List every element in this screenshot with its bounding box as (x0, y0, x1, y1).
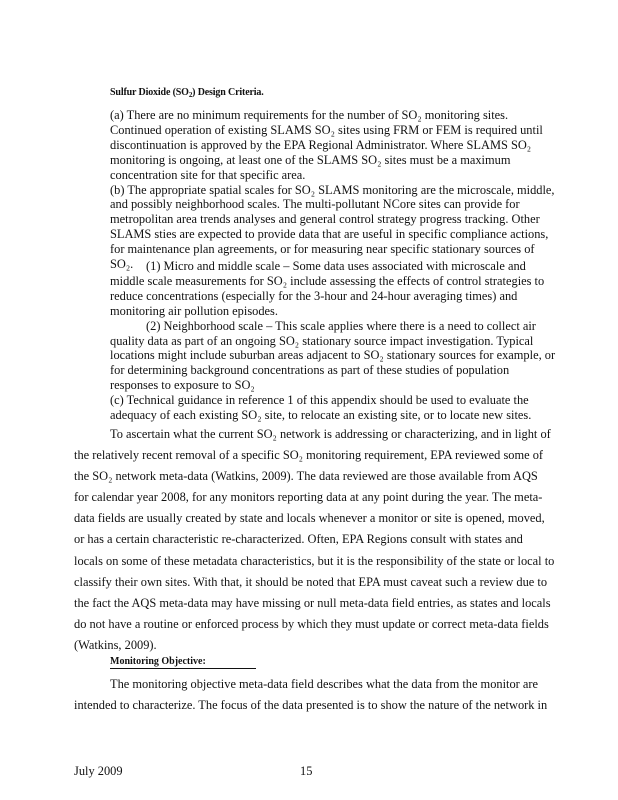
body-line: classify their own sites. With that, it should be noted that EPA must caveat such a review due to (74, 574, 548, 589)
footer-date: July 2009 (74, 764, 123, 778)
scale-block (110, 259, 566, 423)
body-line: data fields are usually created by state and locals whenever a monitor or site is opened, moved, (74, 511, 545, 526)
body-line: To ascertain what the current SO₂ network is addressing or characterizing, and in light of (110, 427, 551, 441)
criteria-line: and possibly neighborhood scales. The multi-pollutant NCore sites can provide for (110, 197, 520, 212)
monitoring-objective-subheading: Monitoring Objective: (110, 656, 256, 669)
section-heading-text: Sulfur Dioxide (SO (110, 87, 189, 98)
page-number: 15 (300, 764, 313, 778)
scale-line: for determining background concentrations as part of these studies of population (110, 363, 510, 378)
criteria-line: Continued operation of existing SLAMS SO₂ sites using FRM or FEM is required until (110, 122, 543, 137)
criteria-line: SO₂. (110, 257, 134, 272)
body-line: the fact the AQS meta-data may have missing or null meta-data field entries, as states and locals (74, 595, 551, 610)
criteria-line: (b) The appropriate spatial scales for SO₂ SLAMS monitoring are the microscale, middle, (110, 182, 555, 197)
body-line: or has a certain characteristic re-characterized. Often, EPA Regions consult with states and (74, 532, 523, 547)
body-paragraph (74, 424, 576, 656)
scale-line: monitoring air pollution episodes. (110, 303, 278, 318)
objective-line: The monitoring objective meta-data field describes what the data from the monitor are (110, 677, 539, 691)
criteria-line: (a) There are no minimum requirements for the number of SO₂ monitoring sites. (110, 108, 509, 122)
body-line: the SO₂ network meta-data (Watkins, 2009). The data reviewed are those available from AQS (74, 469, 538, 484)
criteria-line: concentration site for that specific area. (110, 167, 306, 182)
criteria-line: monitoring is ongoing, at least one of the SLAMS SO₂ sites must be a maximum (110, 152, 511, 167)
body-line: do not have a routine or enforced process by which they must update or correct meta-data fields (74, 616, 549, 631)
scale-line: quality data as part of an ongoing SO₂ stationary source impact investigation. Typical (110, 333, 534, 348)
body-line: (Watkins, 2009). (74, 637, 157, 652)
criteria-line: SLAMS sties are expected to provide data that are useful in specific compliance actions, (110, 227, 549, 242)
scale-line: reduce concentrations (especially for the 3-hour and 24-hour averaging times) and (110, 288, 518, 303)
objective-line: intended to characterize. The focus of the data presented is to show the nature of the network in (74, 698, 548, 713)
section-heading-subscript: 2 (188, 91, 193, 99)
objective-paragraph (74, 674, 576, 716)
body-line: the relatively recent removal of a specific SO₂ monitoring requirement, EPA reviewed some of (74, 448, 544, 463)
scale-line: middle scale measurements for SO₂ include assessing the effects of control strategies to (110, 273, 545, 288)
scale-line: (c) Technical guidance in reference 1 of this appendix should be used to evaluate the (110, 393, 529, 408)
section-heading-tail: ) Design Criteria. (192, 87, 264, 98)
criteria-line: for maintenance plan agreements, or for measuring near specific stationary sources of (110, 242, 535, 257)
criteria-line: discontinuation is approved by the EPA Regional Administrator. Where SLAMS SO₂ (110, 137, 532, 152)
scale-line: responses to exposure to SO₂ (110, 378, 255, 393)
body-line: locals on some of these metadata characteristics, but it is the responsibility of the state or local to (74, 553, 555, 568)
scale-line: (2) Neighborhood scale – This scale applies where there is a need to collect air (146, 318, 536, 333)
body-line: for calendar year 2008, for any monitors reporting data at any point during the year. The meta- (74, 490, 543, 505)
criteria-block (110, 108, 566, 272)
scale-line: adequacy of each existing SO₂ site, to relocate an existing site, or to locate new sites. (110, 408, 532, 423)
scale-line: (1) Micro and middle scale – Some data uses associated with microscale and (146, 259, 526, 273)
section-heading (110, 87, 264, 98)
criteria-line: metropolitan area trends analyses and general control strategy progress tracking. Other (110, 212, 540, 227)
scale-line: locations might include suburban areas adjacent to SO₂ stationary sources for example, or (110, 348, 556, 363)
